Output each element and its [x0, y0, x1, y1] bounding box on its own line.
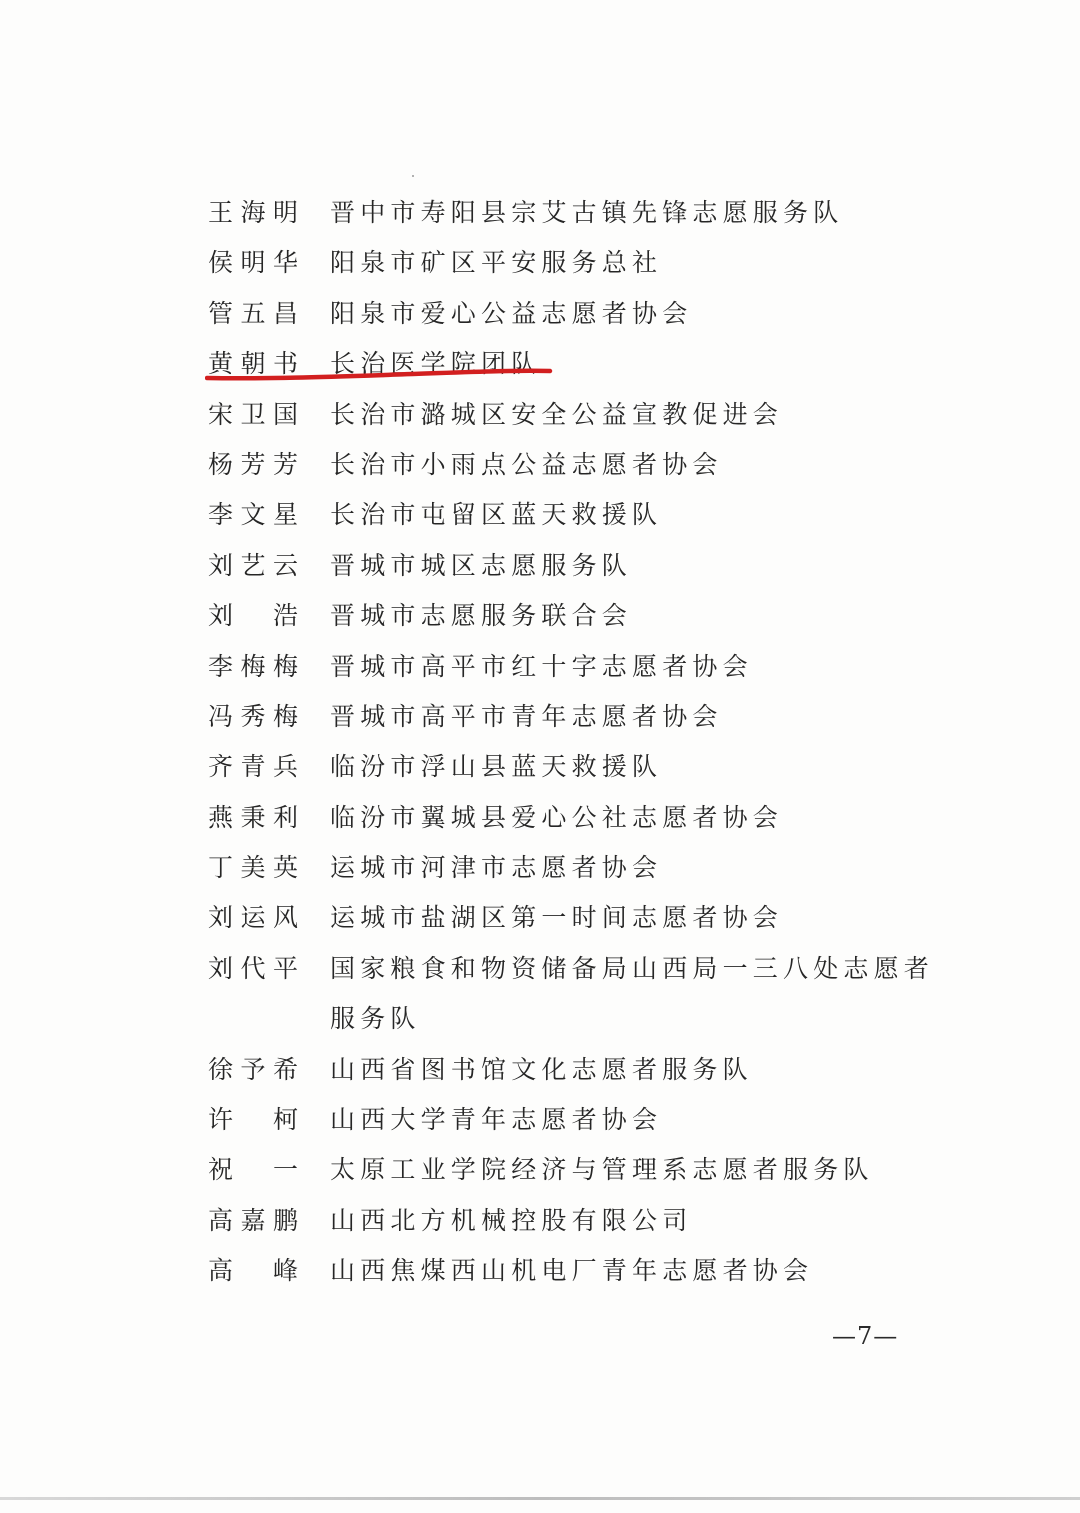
list-item	[0, 190, 1080, 240]
scan-speck	[412, 175, 414, 177]
list-item	[0, 895, 1080, 945]
list-item	[0, 694, 1080, 744]
organization-name: 阳泉市矿区平安服务总社	[330, 248, 663, 278]
name-char: 希	[272, 1054, 298, 1084]
organization-name: 山西焦煤西山机电厂青年志愿者协会	[330, 1256, 814, 1286]
person-name	[208, 1248, 298, 1294]
name-char: 一	[272, 1155, 298, 1185]
name-char: 利	[272, 802, 298, 832]
name-char: 管	[208, 298, 234, 328]
handdrawn-red-underline	[205, 361, 555, 385]
person-name	[208, 291, 298, 337]
name-char: 李	[208, 651, 234, 681]
person-name	[208, 694, 298, 740]
person-name	[208, 442, 298, 488]
organization-name: 临汾市翼城县爱心公社志愿者协会	[330, 802, 784, 832]
person-name	[208, 1047, 298, 1093]
name-char: 英	[272, 853, 298, 883]
name-char: 黄	[208, 349, 234, 379]
person-name	[208, 190, 298, 236]
list-item	[0, 845, 1080, 895]
name-char: 宋	[208, 399, 234, 429]
person-name	[208, 895, 298, 941]
name-char: 风	[272, 903, 298, 933]
name-char: 祝	[208, 1155, 234, 1185]
name-char: 文	[240, 500, 266, 530]
name-char: 予	[240, 1054, 266, 1084]
name-char: 代	[240, 953, 266, 983]
list-item	[0, 240, 1080, 290]
name-char: 刘	[208, 550, 234, 580]
organization-name: 长治医学院团队	[330, 349, 542, 379]
organization-name: 山西大学青年志愿者协会	[330, 1105, 663, 1135]
list-item	[0, 644, 1080, 694]
person-name	[208, 795, 298, 841]
name-char: 浩	[272, 601, 298, 631]
honoree-list	[0, 190, 1080, 1299]
list-item	[0, 1248, 1080, 1298]
page-number: —7—	[832, 1322, 899, 1350]
organization-name: 运城市盐湖区第一时间志愿者协会	[330, 903, 784, 933]
person-name	[208, 744, 298, 790]
name-char: 明	[272, 198, 298, 227]
name-char: 五	[240, 298, 266, 328]
name-char: 芳	[240, 449, 266, 479]
name-char: 明	[240, 248, 266, 278]
name-char: 冯	[208, 701, 234, 731]
organization-name: 晋中市寿阳县宗艾古镇先锋志愿服务队	[330, 198, 844, 227]
person-name	[208, 1097, 298, 1143]
organization-name: 临汾市浮山县蓝天救援队	[330, 752, 663, 782]
organization-name: 长治市屯留区蓝天救援队	[330, 500, 663, 530]
person-name	[208, 1198, 298, 1244]
organization-name: 太原工业学院经济与管理系志愿者服务队	[330, 1155, 874, 1185]
person-name	[208, 543, 298, 589]
list-item	[0, 291, 1080, 341]
name-char: 许	[208, 1105, 234, 1135]
name-char: 侯	[208, 248, 234, 278]
list-item	[0, 1147, 1080, 1197]
organization-name: 晋城市高平市青年志愿者协会	[330, 701, 723, 731]
organization-name: 山西省图书馆文化志愿者服务队	[330, 1054, 753, 1084]
name-char: 美	[240, 853, 266, 883]
name-char: 刘	[208, 601, 234, 631]
person-name	[208, 845, 298, 891]
organization-name: 阳泉市爱心公益志愿者协会	[330, 298, 693, 328]
name-char: 齐	[208, 752, 234, 782]
name-char: 昌	[272, 298, 298, 328]
name-char: 杨	[208, 449, 234, 479]
person-name	[208, 492, 298, 538]
list-item	[0, 1097, 1080, 1147]
list-item	[0, 593, 1080, 643]
name-char: 高	[208, 1256, 234, 1286]
name-char: 峰	[272, 1256, 298, 1286]
person-name	[208, 644, 298, 690]
name-char: 柯	[272, 1105, 298, 1135]
name-char: 刘	[208, 953, 234, 983]
person-name	[208, 392, 298, 438]
person-name	[208, 593, 298, 639]
person-name	[208, 240, 298, 286]
name-char: 王	[208, 198, 234, 227]
list-item	[0, 946, 1080, 1047]
organization-name: 国家粮食和物资储备局山西局一三八处志愿者服务队	[330, 953, 935, 1034]
name-char: 燕	[208, 802, 234, 832]
list-item	[0, 392, 1080, 442]
name-char: 海	[240, 198, 266, 227]
name-char: 书	[272, 349, 298, 379]
name-char: 芳	[272, 449, 298, 479]
organization-name: 长治市小雨点公益志愿者协会	[330, 449, 723, 479]
name-char: 朝	[240, 349, 266, 379]
person-name	[208, 1147, 298, 1193]
name-char: 青	[240, 752, 266, 782]
list-item	[0, 1047, 1080, 1097]
name-char: 华	[272, 248, 298, 278]
organization-name: 晋城市志愿服务联合会	[330, 601, 633, 631]
name-char: 嘉	[240, 1205, 266, 1235]
person-name	[208, 946, 298, 992]
name-char: 梅	[272, 651, 298, 681]
name-char: 丁	[208, 853, 234, 883]
name-char: 卫	[240, 399, 266, 429]
name-char: 梅	[240, 651, 266, 681]
name-char: 星	[272, 500, 298, 530]
list-item	[0, 442, 1080, 492]
organization-name: 山西北方机械控股有限公司	[330, 1205, 693, 1235]
organization-name: 长治市潞城区安全公益宣教促进会	[330, 399, 784, 429]
name-char: 兵	[272, 752, 298, 782]
name-char: 李	[208, 500, 234, 530]
list-item	[0, 492, 1080, 542]
name-char: 运	[240, 903, 266, 933]
name-char: 高	[208, 1205, 234, 1235]
name-char: 艺	[240, 550, 266, 580]
underline-stroke	[207, 371, 550, 378]
organization-name: 晋城市城区志愿服务队	[330, 550, 633, 580]
list-item	[0, 795, 1080, 845]
name-char: 平	[272, 953, 298, 983]
organization-name: 晋城市高平市红十字志愿者协会	[330, 651, 753, 681]
name-char: 徐	[208, 1054, 234, 1084]
name-char: 国	[272, 399, 298, 429]
organization-name: 运城市河津市志愿者协会	[330, 853, 663, 883]
name-char: 鹏	[272, 1205, 298, 1235]
list-item	[0, 543, 1080, 593]
name-char: 梅	[272, 701, 298, 731]
list-item	[0, 1198, 1080, 1248]
name-char: 秀	[240, 701, 266, 731]
list-item	[0, 744, 1080, 794]
name-char: 秉	[240, 802, 266, 832]
name-char: 云	[272, 550, 298, 580]
name-char: 刘	[208, 903, 234, 933]
scan-bottom-edge	[0, 1497, 1080, 1500]
